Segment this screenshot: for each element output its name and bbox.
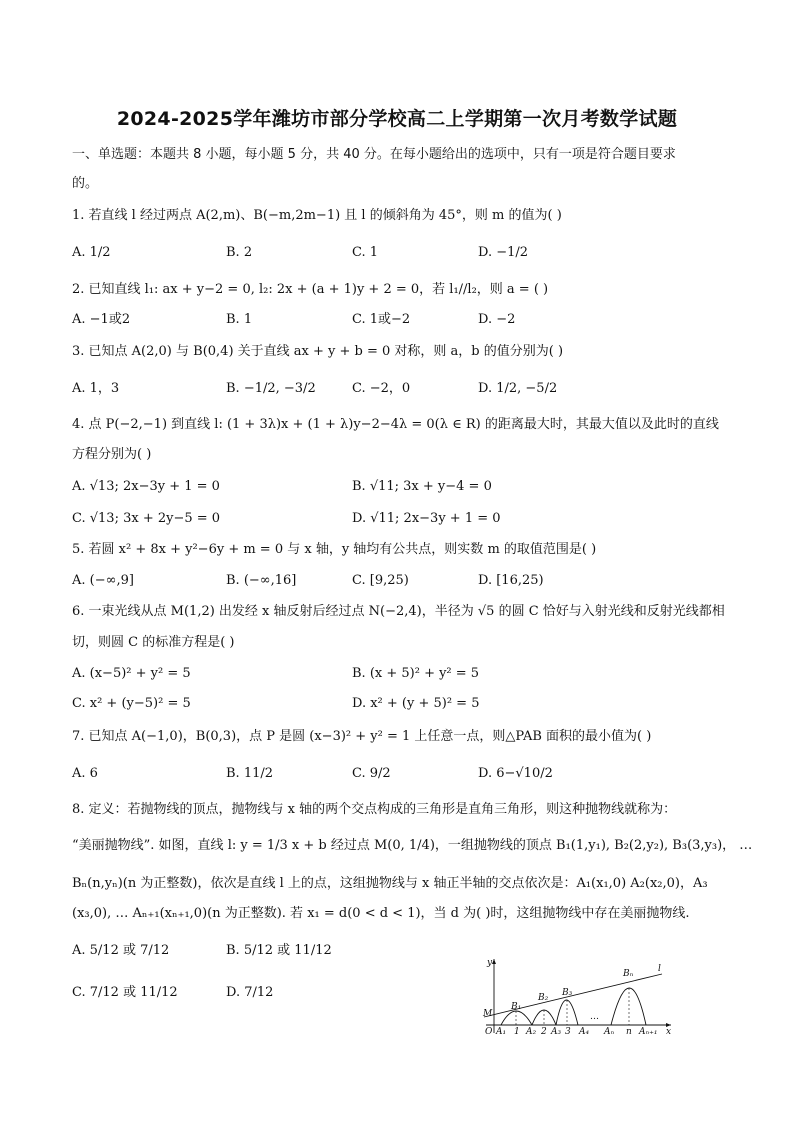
- question-2-option-a[interactable]: A. −1或2: [72, 312, 131, 327]
- question-7-stem: 7. 已知点 A(−1,0)，B(0,3)，点 P 是圆 (x−3)² + y² = 1 上任意一点，则△PAB 面积的最小值为( ): [72, 729, 652, 744]
- parabola-1: [501, 1011, 532, 1025]
- question-1-option-b[interactable]: B. 2: [226, 245, 253, 260]
- question-2-stem: 2. 已知直线 l₁: ax + y−2 = 0, l₂: 2x + (a + 1)y + 2 = 0，若 l₁//l₂，则 a = ( ): [72, 282, 549, 297]
- question-3-stem: 3. 已知点 A(2,0) 与 B(0,4) 关于直线 ax + y + b = 0 对称，则 a，b 的值分别为( ): [72, 344, 564, 359]
- question-1-stem: 1. 若直线 l 经过两点 A(2,m)、B(−m,2m−1) 且 l 的倾斜角为 45°，则 m 的值为( ): [72, 208, 562, 223]
- question-7-option-b[interactable]: B. 11/2: [226, 766, 274, 781]
- question-8-stem-line4: (x₃,0), … Aₙ₊₁(xₙ₊₁,0)(n 为正整数). 若 x₁ = d(0 < d < 1)，当 d 为( )时，这组抛物线中存在美丽抛物线.: [72, 906, 690, 921]
- question-8-option-a[interactable]: A. 5/12 或 7/12: [72, 943, 170, 958]
- question-4-option-d[interactable]: D. √11; 2x−3y + 1 = 0: [352, 511, 501, 526]
- question-4-stem-line2: 方程分别为( ): [72, 447, 152, 462]
- question-1-option-c[interactable]: C. 1: [352, 245, 379, 260]
- question-6-option-c[interactable]: C. x² + (y−5)² = 5: [72, 696, 191, 711]
- y-axis-arrow: [492, 959, 496, 964]
- question-8-option-d[interactable]: D. 7/12: [226, 985, 274, 1000]
- question-7-option-d[interactable]: D. 6−√10/2: [478, 766, 553, 781]
- tick-3: 3: [565, 1027, 571, 1035]
- question-2-option-c[interactable]: C. 1或−2: [352, 312, 411, 327]
- question-5-stem: 5. 若圆 x² + 8x + y²−6y + m = 0 与 x 轴，y 轴均有公共点，则实数 m 的取值范围是( ): [72, 542, 597, 557]
- section-instructions-line2: 的。: [72, 176, 99, 191]
- tick-a2: A₂: [526, 1027, 537, 1035]
- section-instructions-line1: 一、单选题：本题共 8 小题，每小题 5 分，共 40 分。在每小题给出的选项中，只有一项是符合题目要求: [72, 147, 676, 162]
- question-6-stem-line2: 切，则圆 C 的标准方程是( ): [72, 635, 235, 650]
- label-b1: B₁: [511, 1002, 522, 1012]
- question-3-option-d[interactable]: D. 1/2, −5/2: [478, 381, 558, 396]
- page-title: 2024-2025学年潍坊市部分学校高二上学期第一次月考数学试题: [116, 108, 678, 130]
- question-4-option-c[interactable]: C. √13; 3x + 2y−5 = 0: [72, 511, 221, 526]
- label-origin: O: [485, 1027, 493, 1035]
- question-4-option-a[interactable]: A. √13; 2x−3y + 1 = 0: [72, 479, 220, 494]
- question-6-option-d[interactable]: D. x² + (y + 5)² = 5: [352, 696, 480, 711]
- question-5-option-b[interactable]: B. (−∞,16]: [226, 573, 297, 588]
- question-2-option-b[interactable]: B. 1: [226, 312, 253, 327]
- question-8-option-c[interactable]: C. 7/12 或 11/12: [72, 985, 178, 1000]
- label-x: x: [666, 1027, 672, 1035]
- tick-n: n: [626, 1027, 632, 1035]
- label-m: M: [483, 1009, 493, 1019]
- tick-a4: A₄: [579, 1027, 590, 1035]
- question-3-option-a[interactable]: A. 1，3: [72, 381, 120, 396]
- tick-2: 2: [541, 1027, 547, 1035]
- question-6-option-b[interactable]: B. (x + 5)² + y² = 5: [352, 666, 480, 681]
- tick-a1: A₁: [496, 1027, 507, 1035]
- label-bn: Bₙ: [623, 969, 634, 979]
- question-8-option-b[interactable]: B. 5/12 或 11/12: [226, 943, 332, 958]
- label-dots: …: [590, 1012, 599, 1022]
- label-b3: B₃: [562, 988, 573, 998]
- question-5-option-c[interactable]: C. [9,25): [352, 573, 409, 588]
- question-6-stem-line1: 6. 一束光线从点 M(1,2) 出发经 x 轴反射后经过点 N(−2,4)，半径为 √5 的圆 C 恰好与入射光线和反射光线都相: [72, 604, 725, 619]
- tick-a3: A₃: [551, 1027, 562, 1035]
- question-5-option-d[interactable]: D. [16,25): [478, 573, 544, 588]
- question-3-option-b[interactable]: B. −1/2, −3/2: [226, 381, 316, 396]
- question-3-option-c[interactable]: C. −2，0: [352, 381, 411, 396]
- tick-an: Aₙ: [604, 1027, 615, 1035]
- question-7-option-a[interactable]: A. 6: [72, 766, 98, 781]
- question-2-option-d[interactable]: D. −2: [478, 312, 516, 327]
- label-l: l: [658, 964, 661, 974]
- question-8-stem-line2: “美丽抛物线”. 如图，直线 l: y = 1/3 x + b 经过点 M(0, 1/4)，一组抛物线的顶点 B₁(1,y₁), B₂(2,y₂), B₃(3,y₃)， …: [72, 838, 753, 853]
- parabola-n: [611, 988, 646, 1025]
- label-b2: B₂: [538, 993, 549, 1003]
- question-4-stem-line1: 4. 点 P(−2,−1) 到直线 l: (1 + 3λ)x + (1 + λ)y−2−4λ = 0(λ ∈ R) 的距离最大时，其最大值以及此时的直线: [72, 417, 719, 432]
- question-7-option-c[interactable]: C. 9/2: [352, 766, 391, 781]
- tick-1: 1: [514, 1027, 520, 1035]
- tick-an1: Aₙ₊₁: [639, 1027, 658, 1035]
- question-8-stem-line1: 8. 定义：若抛物线的顶点，抛物线与 x 轴的两个交点构成的三角形是直角三角形，则这种抛物线就称为：: [72, 802, 677, 817]
- question-1-option-d[interactable]: D. −1/2: [478, 245, 529, 260]
- question-8-stem-line3: Bₙ(n,yₙ)(n 为正整数)，依次是直线 l 上的点，这组抛物线与 x 轴正半轴的交点依次是：A₁(x₁,0) A₂(x₂,0)，A₃: [72, 876, 708, 891]
- question-5-option-a[interactable]: A. (−∞,9]: [72, 573, 134, 588]
- label-y: y: [487, 958, 493, 968]
- parabola-figure: [466, 955, 676, 1035]
- question-6-option-a[interactable]: A. (x−5)² + y² = 5: [72, 666, 191, 681]
- question-4-option-b[interactable]: B. √11; 3x + y−4 = 0: [352, 479, 492, 494]
- question-1-option-a[interactable]: A. 1/2: [72, 245, 111, 260]
